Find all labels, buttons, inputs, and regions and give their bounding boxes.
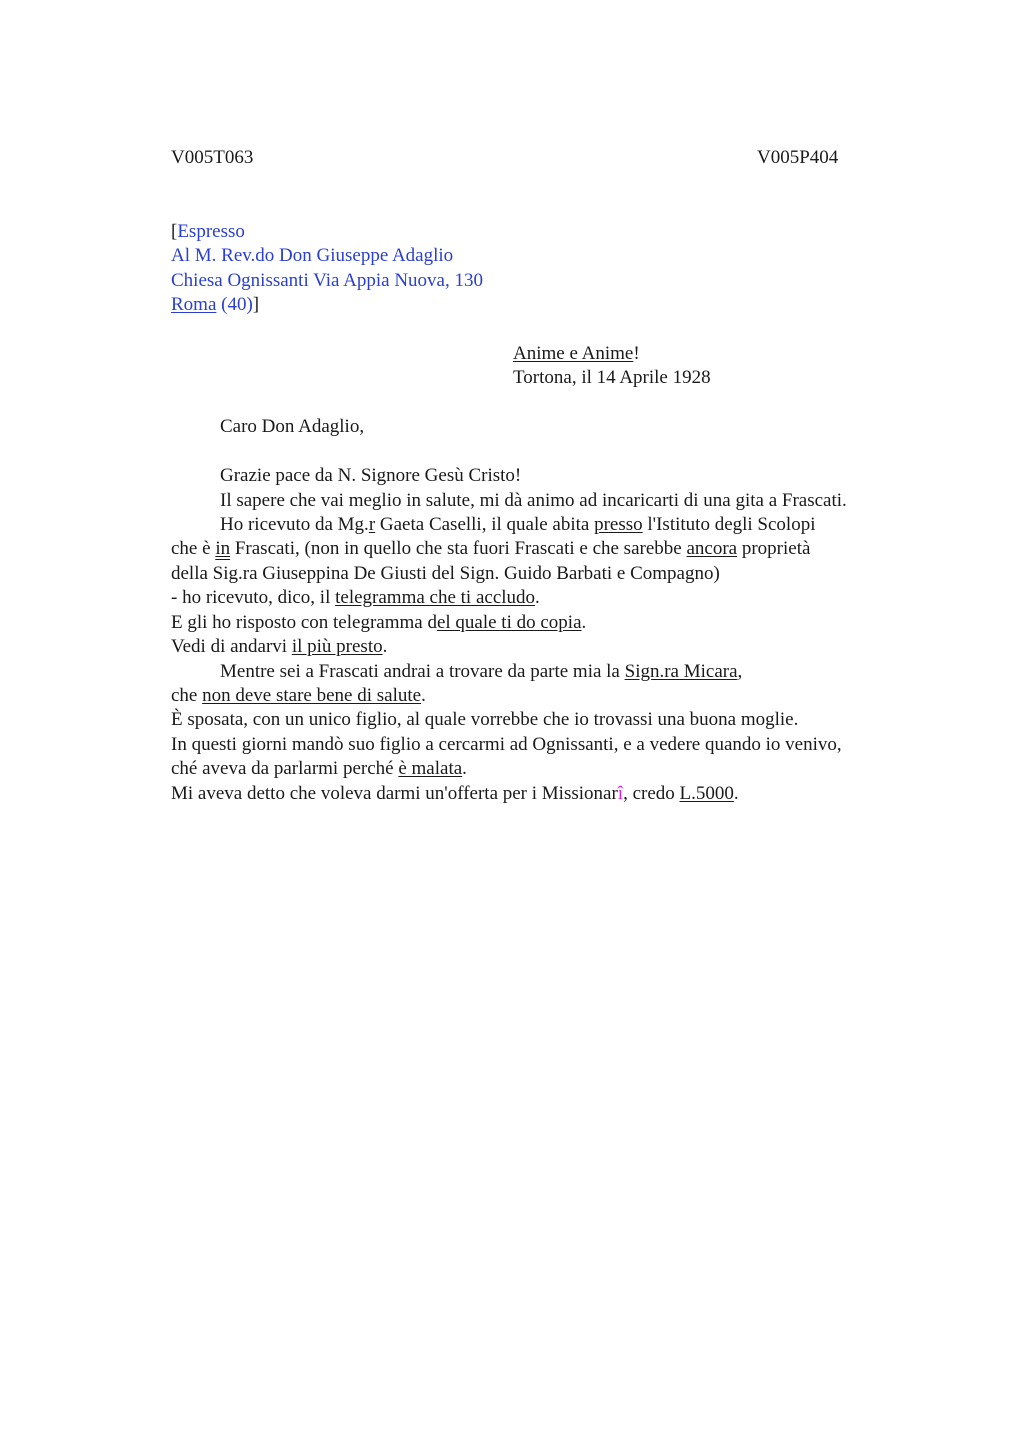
body-line-5: della Sig.ra Giuseppina De Giusti del Sign. Guido Barbati e Compagno) xyxy=(171,563,720,584)
text-run: che xyxy=(171,685,203,706)
underlined-text: è malata xyxy=(398,758,463,779)
address-postal: (40) xyxy=(216,294,253,315)
text-run: Frascati, (non in quello che sta fuori Frascati e che sarebbe xyxy=(230,538,687,559)
text-run: . xyxy=(382,636,388,657)
close-bracket: ] xyxy=(252,294,260,315)
text-run: Mi aveva detto che voleva darmi un'offerta per i Missionar xyxy=(171,783,618,804)
underlined-text: presso xyxy=(594,514,643,535)
underlined-text: non deve stare bene di salute xyxy=(202,685,422,706)
text-run: Gaeta Caselli, il quale abita xyxy=(375,514,595,535)
text-run: . xyxy=(733,783,739,804)
text-run: . xyxy=(421,685,426,706)
address-city: Roma xyxy=(171,294,217,315)
body-line-6 xyxy=(171,586,540,610)
underlined-text: telegramma che ti accludo xyxy=(335,587,536,608)
text-run: , credo xyxy=(623,783,680,804)
body-line-8 xyxy=(171,635,387,659)
text-run: che è xyxy=(171,538,216,559)
delivery-type: Espresso xyxy=(177,221,245,242)
body-line-4 xyxy=(171,537,810,561)
editorial-mark: î xyxy=(617,783,624,804)
text-run: , xyxy=(737,661,743,682)
underlined-text: ancora xyxy=(686,538,738,559)
text-run: E gli ho risposto con telegramma d xyxy=(171,612,437,633)
address-line-2: Al M. Rev.do Don Giuseppe Adaglio xyxy=(171,245,454,266)
text-run: proprietà xyxy=(737,538,811,559)
text-run: . xyxy=(581,612,587,633)
text-run: Vedi di andarvi xyxy=(171,636,292,657)
text-run: - ho ricevuto, dico, il xyxy=(171,587,336,608)
body-line-13 xyxy=(171,757,467,781)
motto-end: ! xyxy=(633,343,640,364)
body-line-3 xyxy=(220,513,816,537)
motto-text: Anime e Anime xyxy=(513,343,634,364)
underlined-text: Sign.ra Micara xyxy=(624,661,738,682)
address-line-3: Chiesa Ognissanti Via Appia Nuova, 130 xyxy=(171,270,483,291)
underlined-text: il più presto xyxy=(291,636,383,657)
text-run: l'Istituto degli Scolopi xyxy=(642,514,816,535)
document-code-left: V005T063 xyxy=(171,147,254,168)
motto xyxy=(513,342,640,366)
body-line-10 xyxy=(171,684,426,708)
open-bracket: [ xyxy=(171,221,178,242)
underlined-text: r xyxy=(368,514,376,535)
address-line-1 xyxy=(171,220,245,244)
body-line-2: Il sapere che vai meglio in salute, mi dà animo ad incaricarti di una gita a Frascati. xyxy=(220,490,847,511)
body-line-11: È sposata, con un unico figlio, al quale vorrebbe che io trovassi una buona moglie. xyxy=(171,709,799,730)
document-code-right: V005P404 xyxy=(757,147,839,168)
text-run: . xyxy=(535,587,540,608)
underlined-text: L.5000 xyxy=(679,783,734,804)
text-run: . xyxy=(462,758,467,779)
address-line-4 xyxy=(171,293,259,317)
place-date: Tortona, il 14 Aprile 1928 xyxy=(513,367,711,388)
double-underlined-text: in xyxy=(215,538,231,559)
text-run: ché aveva da parlarmi perché xyxy=(171,758,399,779)
underlined-text: el quale ti do copia xyxy=(436,612,582,633)
body-line-12: In questi giorni mandò suo figlio a cercarmi ad Ognissanti, e a vedere quando io venivo, xyxy=(171,734,842,755)
text-run: Ho ricevuto da Mg. xyxy=(220,514,369,535)
body-line-7 xyxy=(171,611,586,635)
body-line-1: Grazie pace da N. Signore Gesù Cristo! xyxy=(220,465,522,486)
salutation: Caro Don Adaglio, xyxy=(220,416,365,437)
body-line-14 xyxy=(171,782,739,806)
body-line-9 xyxy=(220,660,742,684)
text-run: Mentre sei a Frascati andrai a trovare da parte mia la xyxy=(220,661,625,682)
